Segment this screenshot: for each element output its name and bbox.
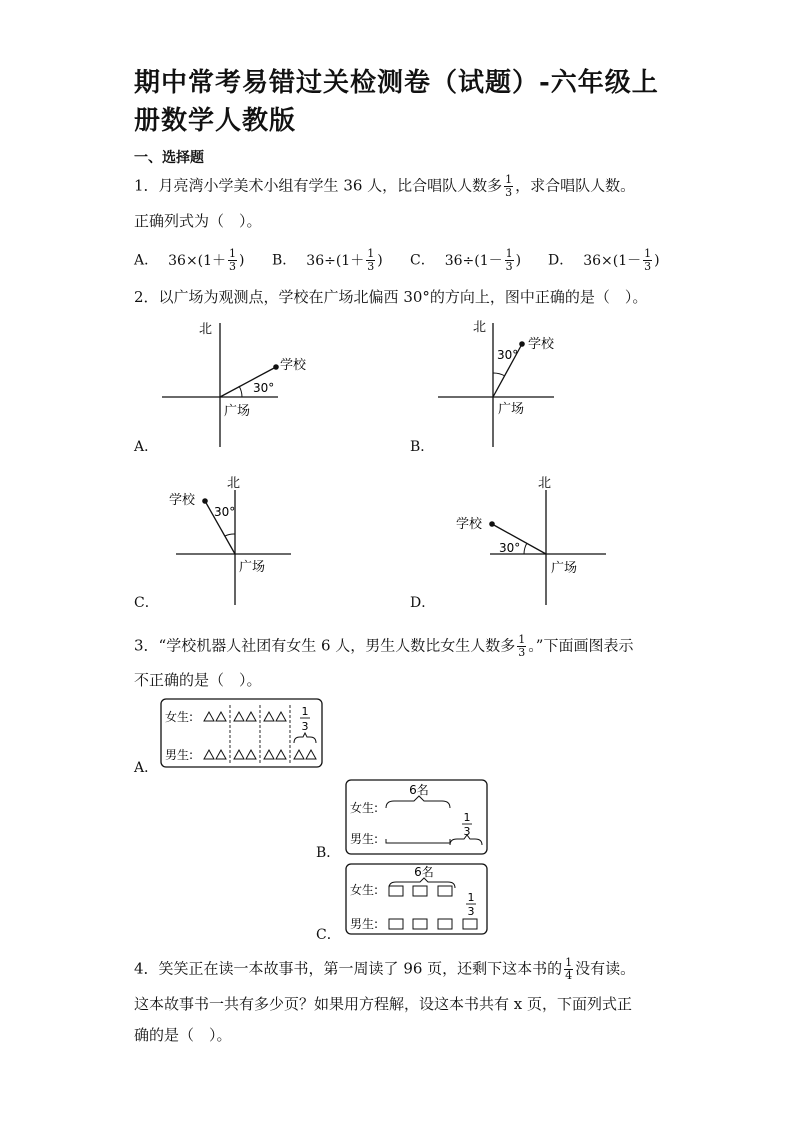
q2-option-a[interactable]: A． bbox=[134, 439, 159, 455]
frac-den: 3 bbox=[229, 260, 237, 273]
question-4-line2: 这本故事书一共有多少页？如果用方程解，设这本书共有 x 页，下面列式正 bbox=[134, 995, 632, 1013]
q2-diagram-d bbox=[440, 472, 620, 607]
q1-frac-den: 3 bbox=[505, 186, 513, 199]
angle-arc bbox=[225, 534, 235, 536]
frac-num: 1 bbox=[229, 247, 237, 260]
fraction-den: 3 bbox=[463, 825, 471, 838]
question-2-text: 2．以广场为观测点，学校在广场北偏西 30°的方向上，图中正确的是（ ）。 bbox=[134, 288, 648, 306]
q4-text-a: 4．笑笑正在读一本故事书，第一周读了 96 页，还剩下这本书的 bbox=[134, 959, 563, 978]
square-label: 广场 bbox=[224, 404, 251, 419]
north-label: 北 bbox=[198, 322, 212, 337]
fraction-num: 1 bbox=[463, 811, 471, 824]
frac-num: 1 bbox=[644, 247, 652, 260]
paren: ) bbox=[377, 252, 383, 269]
angle-label: 30° bbox=[253, 381, 275, 395]
school-dot bbox=[202, 498, 208, 504]
paren: ) bbox=[654, 252, 660, 269]
q1-option-d[interactable] bbox=[548, 248, 660, 273]
q4-frac-num: 1 bbox=[565, 956, 573, 969]
angle-label: 30° bbox=[499, 541, 521, 555]
paren: ) bbox=[515, 252, 522, 269]
question-3-line1 bbox=[134, 634, 633, 659]
q1-option-c-frac bbox=[505, 248, 514, 273]
boys-label: 男生: bbox=[350, 832, 379, 846]
q1-option-d-label: D． bbox=[548, 252, 574, 269]
q1-option-d-frac bbox=[643, 248, 652, 273]
angle-arc bbox=[493, 373, 505, 376]
question-1-line1 bbox=[134, 174, 635, 199]
q1-option-b-expr: 36÷(1＋ bbox=[306, 252, 365, 269]
q1-option-c-expr: 36÷(1－ bbox=[444, 252, 503, 269]
q1-option-d-expr: 36×(1－ bbox=[583, 252, 642, 269]
girls-label: 女生: bbox=[165, 710, 194, 724]
boys-label: 男生: bbox=[165, 748, 194, 762]
frac-num: 1 bbox=[367, 247, 375, 260]
q1-option-a-label: A． bbox=[134, 252, 159, 269]
q3-fraction bbox=[517, 634, 526, 659]
boys-label: 男生: bbox=[350, 917, 379, 931]
q1-option-b[interactable] bbox=[272, 248, 383, 273]
q3-option-c[interactable]: C． bbox=[316, 927, 341, 943]
q2-diagram-a bbox=[150, 315, 320, 455]
q3-frac-den: 3 bbox=[518, 646, 526, 659]
q2-diagram-b bbox=[430, 315, 570, 455]
fraction-num: 1 bbox=[467, 891, 475, 904]
girls-brace bbox=[386, 796, 450, 808]
boys-segment bbox=[386, 839, 450, 843]
angle-arc bbox=[524, 543, 527, 554]
q4-fraction bbox=[564, 957, 573, 982]
section-heading: 一、选择题 bbox=[134, 150, 204, 166]
q3-figure-a bbox=[160, 697, 325, 772]
square-label: 广场 bbox=[239, 560, 266, 575]
q1-option-a-frac bbox=[228, 248, 237, 273]
q1-option-a[interactable] bbox=[134, 248, 245, 273]
fraction-num: 1 bbox=[301, 705, 309, 718]
q3-figure-b bbox=[344, 777, 490, 859]
q4-frac-den: 4 bbox=[565, 969, 573, 982]
fraction-den: 3 bbox=[467, 905, 475, 918]
girls-triangles bbox=[204, 712, 286, 721]
frac-num: 1 bbox=[505, 247, 513, 260]
fraction-den: 3 bbox=[301, 720, 309, 733]
north-label: 北 bbox=[538, 476, 552, 491]
six-label: 6名 bbox=[414, 865, 434, 879]
q1-text-b: ，求合唱队人数。 bbox=[515, 176, 636, 195]
page-title-line2: 册数学人教版 bbox=[134, 106, 297, 136]
school-label: 学校 bbox=[528, 337, 555, 352]
question-4-line3: 确的是（ ）。 bbox=[134, 1026, 232, 1044]
group-dividers bbox=[230, 705, 290, 765]
question-3-line2: 不正确的是（ ）。 bbox=[134, 671, 262, 689]
angle-label: 30° bbox=[214, 505, 236, 519]
q1-option-c-label: C． bbox=[410, 252, 435, 269]
school-label: 学校 bbox=[169, 493, 196, 508]
q2-option-b[interactable]: B． bbox=[410, 439, 435, 455]
frac-den: 3 bbox=[367, 260, 375, 273]
q1-option-b-frac bbox=[366, 248, 375, 273]
q1-fraction bbox=[504, 174, 513, 199]
square-label: 广场 bbox=[498, 402, 525, 417]
question-1-line2: 正确列式为（ ）。 bbox=[134, 212, 262, 230]
q3-frac-num: 1 bbox=[518, 633, 526, 646]
girls-label: 女生: bbox=[350, 801, 379, 815]
paren: ) bbox=[239, 252, 245, 269]
page-title-line1: 期中常考易错过关检测卷（试题）-六年级上 bbox=[134, 68, 659, 98]
q2-option-d[interactable]: D． bbox=[410, 595, 436, 611]
school-dot bbox=[519, 341, 525, 347]
frac-den: 3 bbox=[644, 260, 652, 273]
q3-text-b: 。”下面画图表示 bbox=[528, 636, 634, 655]
q4-text-b: 没有读。 bbox=[575, 959, 636, 978]
q2-diagram-c bbox=[165, 472, 300, 607]
girls-label: 女生: bbox=[350, 883, 379, 897]
q2-option-c[interactable]: C． bbox=[134, 595, 159, 611]
angle-arc bbox=[239, 386, 242, 397]
q1-text-a: 1．月亮湾小学美术小组有学生 36 人，比合唱队人数多 bbox=[134, 176, 503, 195]
school-dot bbox=[489, 521, 495, 527]
boys-squares bbox=[389, 919, 477, 929]
north-label: 北 bbox=[227, 476, 241, 491]
school-label: 学校 bbox=[456, 517, 483, 532]
frac-den: 3 bbox=[505, 260, 513, 273]
q3-option-b[interactable]: B． bbox=[316, 845, 341, 861]
q1-option-b-label: B． bbox=[272, 252, 297, 269]
q3-option-a[interactable]: A． bbox=[134, 760, 159, 776]
q3-text-a: 3．“学校机器人社团有女生 6 人，男生人数比女生人数多 bbox=[134, 636, 516, 655]
north-label: 北 bbox=[472, 320, 486, 335]
question-4-line1 bbox=[134, 957, 635, 982]
six-label: 6名 bbox=[409, 783, 429, 797]
brace bbox=[294, 733, 316, 743]
school-label: 学校 bbox=[280, 358, 307, 373]
extra-brace bbox=[450, 835, 482, 845]
school-dot bbox=[273, 364, 279, 370]
q1-frac-num: 1 bbox=[505, 173, 513, 186]
girls-squares bbox=[389, 886, 452, 896]
angle-label: 30° bbox=[497, 348, 519, 362]
square-label: 广场 bbox=[551, 561, 578, 576]
q1-option-a-expr: 36×(1＋ bbox=[168, 252, 227, 269]
q1-option-c[interactable] bbox=[410, 248, 521, 273]
q3-figure-c bbox=[344, 862, 490, 938]
